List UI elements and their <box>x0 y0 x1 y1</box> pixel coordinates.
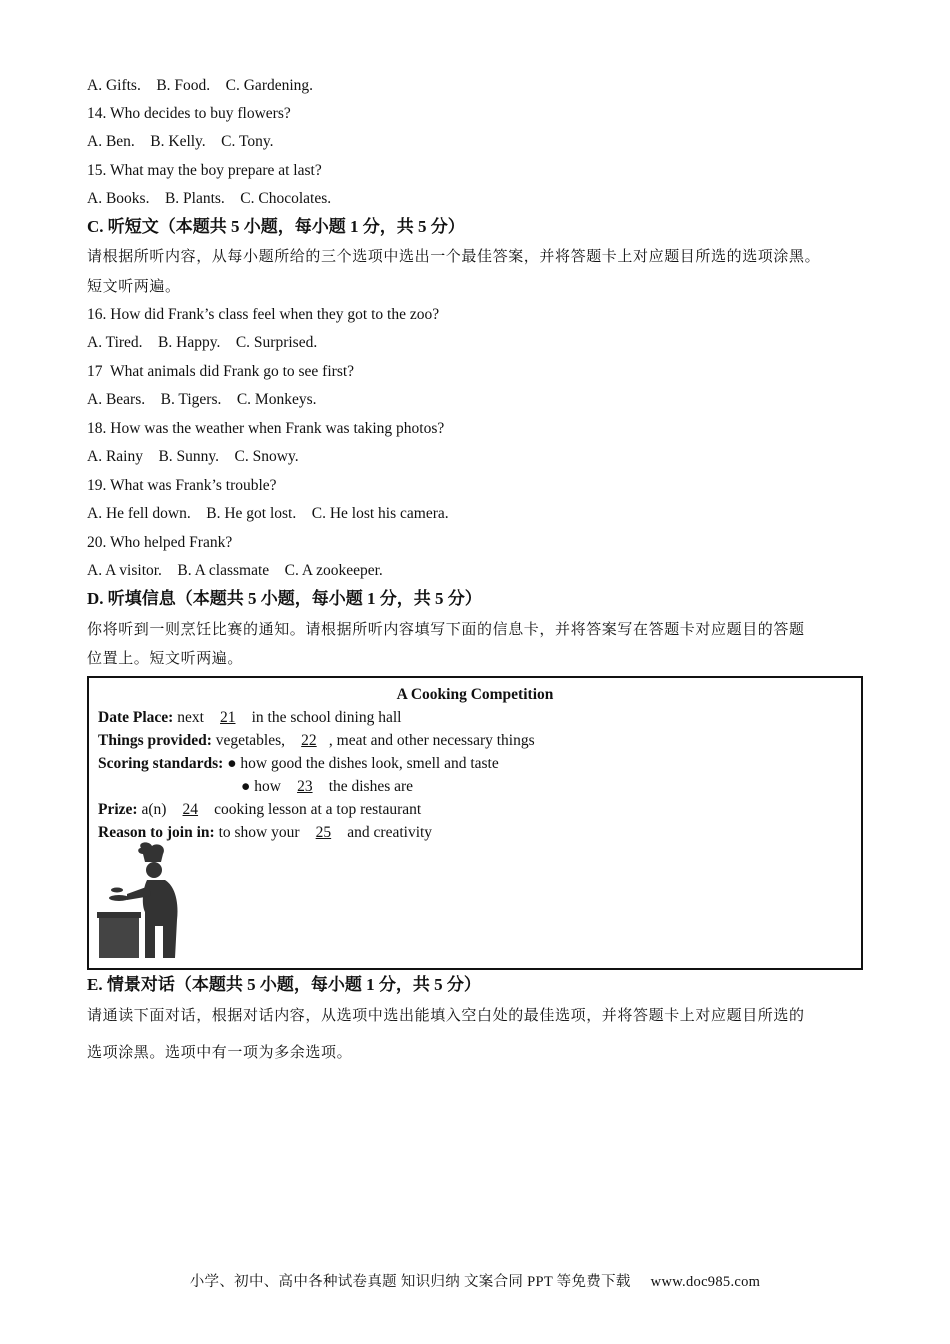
row-label: Things provided: <box>98 732 212 749</box>
row-text: ● how <box>241 778 285 795</box>
section-e-instruction-line1: 请通读下面对话，根据对话内容，从选项中选出能填入空白处的最佳选项，并将答题卡上对应题目所选的 <box>87 1008 805 1024</box>
card-row-scoring-standards <box>98 754 499 774</box>
info-card <box>87 676 863 970</box>
blank-24: 24 <box>182 801 199 818</box>
row-text: to show your <box>214 824 304 841</box>
row-text: in the school dining hall <box>247 709 402 726</box>
row-label: Date Place: <box>98 709 174 726</box>
page-footer <box>0 1270 950 1291</box>
section-d-instruction-line2: 位置上。短文听两遍。 <box>87 651 244 667</box>
answer-options-16: A. Tired. B. Happy. C. Surprised. <box>87 334 318 351</box>
card-row-scoring-standards-2 <box>241 777 413 797</box>
row-text: cooking lesson at a top restaurant <box>210 801 422 818</box>
question-20: 20. Who helped Frank? <box>87 534 233 551</box>
section-d-heading: D. 听填信息（本题共 5 小题，每小题 1 分，共 5 分） <box>87 589 482 608</box>
question-14: 14. Who decides to buy flowers? <box>87 105 291 122</box>
answer-options-17: A. Bears. B. Tigers. C. Monkeys. <box>87 391 317 408</box>
card-row-things-provided <box>98 731 535 751</box>
section-c-instruction-line1: 请根据所听内容，从每小题所给的三个选项中选出一个最佳答案，并将答题卡上对应题目所选的选项涂黑。 <box>87 249 821 265</box>
answer-options-19: A. He fell down. B. He got lost. C. He lost his camera. <box>87 505 449 522</box>
question-15: 15. What may the boy prepare at last? <box>87 162 322 179</box>
card-row-date-place <box>98 708 401 728</box>
answer-options-20: A. A visitor. B. A classmate C. A zookeeper. <box>87 562 383 579</box>
row-text: next <box>173 709 208 726</box>
blank-25: 25 <box>315 824 332 841</box>
footer-text: 小学、初中、高中各种试卷真题 知识归纳 文案合同 PPT 等免费下载 <box>189 1274 631 1290</box>
blank-22: 22 <box>301 732 317 749</box>
question-16: 16. How did Frank’s class feel when they got to the zoo? <box>87 306 440 323</box>
card-row-reason <box>98 823 432 843</box>
section-e-heading: E. 情景对话（本题共 5 小题，每小题 1 分，共 5 分） <box>87 975 481 994</box>
answer-options-13: A. Gifts. B. Food. C. Gardening. <box>87 77 314 94</box>
chef-cooking-illustration <box>97 842 193 962</box>
section-c-instruction-line2: 短文听两遍。 <box>87 279 181 295</box>
question-17: 17 What animals did Frank go to see first? <box>87 363 355 380</box>
row-text: the dishes are <box>324 778 414 795</box>
section-d-instruction-line1: 你将听到一则烹饪比赛的通知。请根据所听内容填写下面的信息卡，并将答案写在答题卡对应题目的答题 <box>87 622 805 638</box>
answer-options-18: A. Rainy B. Sunny. C. Snowy. <box>87 448 299 465</box>
answer-options-15: A. Books. B. Plants. C. Chocolates. <box>87 190 332 207</box>
answer-options-14: A. Ben. B. Kelly. C. Tony. <box>87 133 274 150</box>
section-e-instruction-line2: 选项涂黑。选项中有一项为多余选项。 <box>87 1045 353 1061</box>
row-label: Reason to join in: <box>98 824 215 841</box>
blank-23: 23 <box>297 778 313 795</box>
row-text: a(n) <box>137 801 171 818</box>
blank-21: 21 <box>220 709 236 726</box>
section-c-heading: C. 听短文（本题共 5 小题，每小题 1 分，共 5 分） <box>87 217 465 236</box>
footer-url[interactable]: www.doc985.com <box>650 1274 761 1290</box>
row-text: ● how good the dishes look, smell and taste <box>223 755 499 772</box>
question-18: 18. How was the weather when Frank was taking photos? <box>87 420 445 437</box>
row-text: and creativity <box>343 824 433 841</box>
row-text: , meat and other necessary things <box>328 732 535 749</box>
card-row-prize <box>98 800 421 820</box>
row-label: Prize: <box>98 801 138 818</box>
card-title: A Cooking Competition <box>396 686 554 703</box>
question-19: 19. What was Frank’s trouble? <box>87 477 277 494</box>
row-text: vegetables, <box>211 732 289 749</box>
row-label: Scoring standards: <box>98 755 224 772</box>
